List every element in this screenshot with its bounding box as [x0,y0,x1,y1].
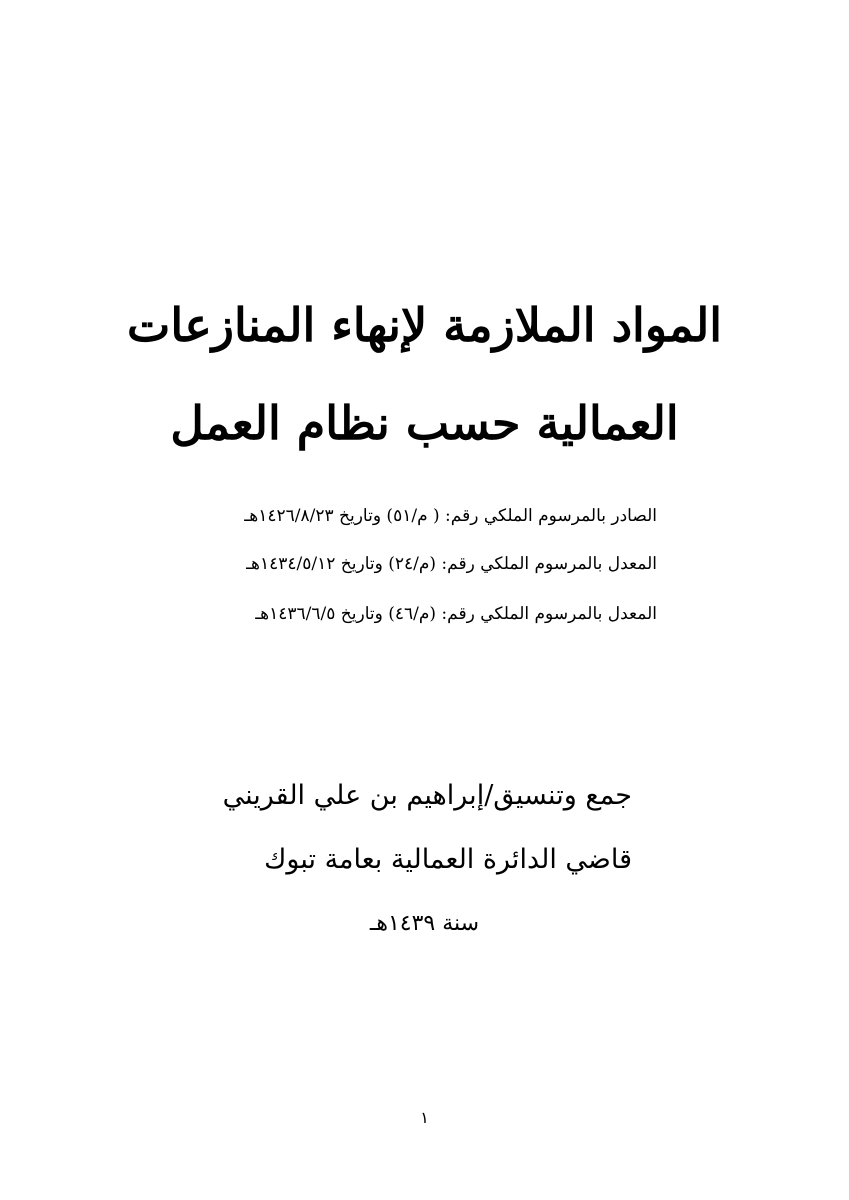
page-number: ١ [420,1108,429,1127]
first-amendment-decree-line: المعدل بالمرسوم الملكي رقم: (م/٢٤) وتاريخ ١٤٣٤/٥/١٢هـ [246,554,657,574]
issued-decree-line: الصادر بالمرسوم الملكي رقم: ( م/٥١) وتاريخ ١٤٢٦/٨/٢٣هـ [244,506,657,526]
compiled-by-line: جمع وتنسيق/إبراهيم بن علي القريني [222,780,632,811]
second-amendment-decree-line: المعدل بالمرسوم الملكي رقم: (م/٤٦) وتاريخ ١٤٣٦/٦/٥هـ [255,604,657,624]
publication-year: سنة ١٤٣٩هـ [369,911,480,936]
document-title-line-1: المواد الملازمة لإنهاء المنازعات [127,298,722,352]
document-title-line-2: العمالية حسب نظام العمل [170,396,679,450]
author-position-line: قاضي الدائرة العمالية بعامة تبوك [264,844,632,875]
